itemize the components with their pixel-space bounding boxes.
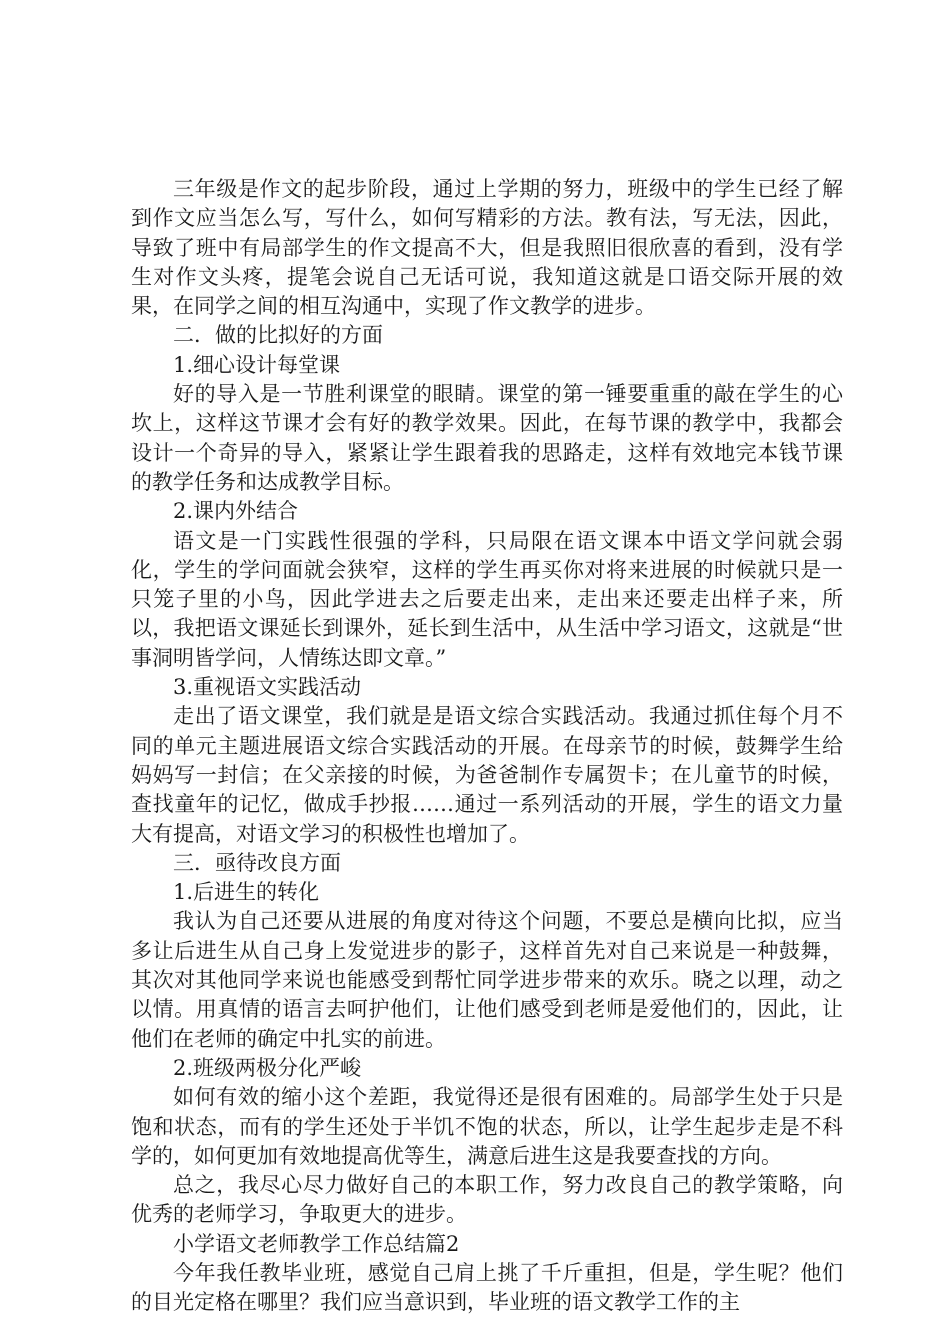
- subsection-heading: 1.后进生的转化: [173, 880, 320, 905]
- subsection-heading: 2.班级两极分化严峻: [173, 1055, 362, 1080]
- body-paragraph: 好的导入是一节胜利课堂的眼睛。课堂的第一锤要重重的敲在学生的心坎上，这样这节课才会有好的教学效果。因此，在每节课的教学中，我都会设计一个奇异的导入，紧紧让学生跟着我的思路走，这样有效地完本钱节课的教学任务和达成教学目标。: [131, 382, 843, 494]
- document-body: [131, 175, 843, 1318]
- body-paragraph: 走出了语文课堂，我们就是是语文综合实践活动。我通过抓住每个月不同的单元主题进展语文综合实践活动的开展。在母亲节的时候，鼓舞学生给妈妈写一封信；在父亲接的时候，为爸爸制作专属贺卡；在儿童节的时候，查找童年的记忆，做成手抄报……通过一系列活动的开展，学生的语文力量大有提高，对语文学习的积极性也增加了。: [131, 704, 843, 846]
- body-paragraph: 如何有效的缩小这个差距，我觉得还是很有困难的。局部学生处于只是饱和状态，而有的学生还处于半饥不饱的状态，所以，让学生起步走是不科学的，如何更加有效地提高优等生，满意后进生这是我要查找的方向。: [131, 1085, 843, 1168]
- subsection-heading: 1.细心设计每堂课: [173, 352, 341, 377]
- section-heading: 三．亟待改良方面: [173, 850, 341, 875]
- body-paragraph: 语文是一门实践性很强的学科，只局限在语文课本中语文学问就会弱化，学生的学问面就会狭窄，这样的学生再买你对将来进展的时候就只是一只笼子里的小鸟，因此学进去之后要走出来，走出来还要走出样子来，所以，我把语文课延长到课外，延长到生活中，从生活中学习语文，这就是“世事洞明皆学问，人情练达即文章。”: [131, 528, 843, 670]
- section-heading: 二．做的比拟好的方面: [173, 323, 383, 348]
- subsection-heading: 3.重视语文实践活动: [173, 675, 362, 700]
- body-paragraph: 总之，我尽心尽力做好自己的本职工作，努力改良自己的教学策略，向优秀的老师学习，争取更大的进步。: [131, 1173, 843, 1227]
- subsection-heading: 2.课内外结合: [173, 499, 299, 524]
- article-title: 小学语文老师教学工作总结篇2: [173, 1231, 460, 1256]
- body-paragraph: 三年级是作文的起步阶段，通过上学期的努力，班级中的学生已经了解到作文应当怎么写，写什么，如何写精彩的方法。教有法，写无法，因此，导致了班中有局部学生的作文提高不大，但是我照旧很欣喜的看到，没有学生对作文头疼，提笔会说自己无话可说，我知道这就是口语交际开展的效果，在同学之间的相互沟通中，实现了作文教学的进步。: [131, 177, 843, 319]
- body-paragraph: 我认为自己还要从进展的角度对待这个问题，不要总是横向比拟，应当多让后进生从自己身上发觉进步的影子，这样首先对自己来说是一种鼓舞，其次对其他同学来说也能感受到帮忙同学进步带来的欢乐。晓之以理，动之以情。用真情的语言去呵护他们，让他们感受到老师是爱他们的，因此，让他们在老师的确定中扎实的前进。: [131, 909, 843, 1051]
- body-paragraph: 今年我任教毕业班，感觉自己肩上挑了千斤重担，但是，学生呢？他们的目光定格在哪里？我们应当意识到，毕业班的语文教学工作的主: [131, 1260, 843, 1315]
